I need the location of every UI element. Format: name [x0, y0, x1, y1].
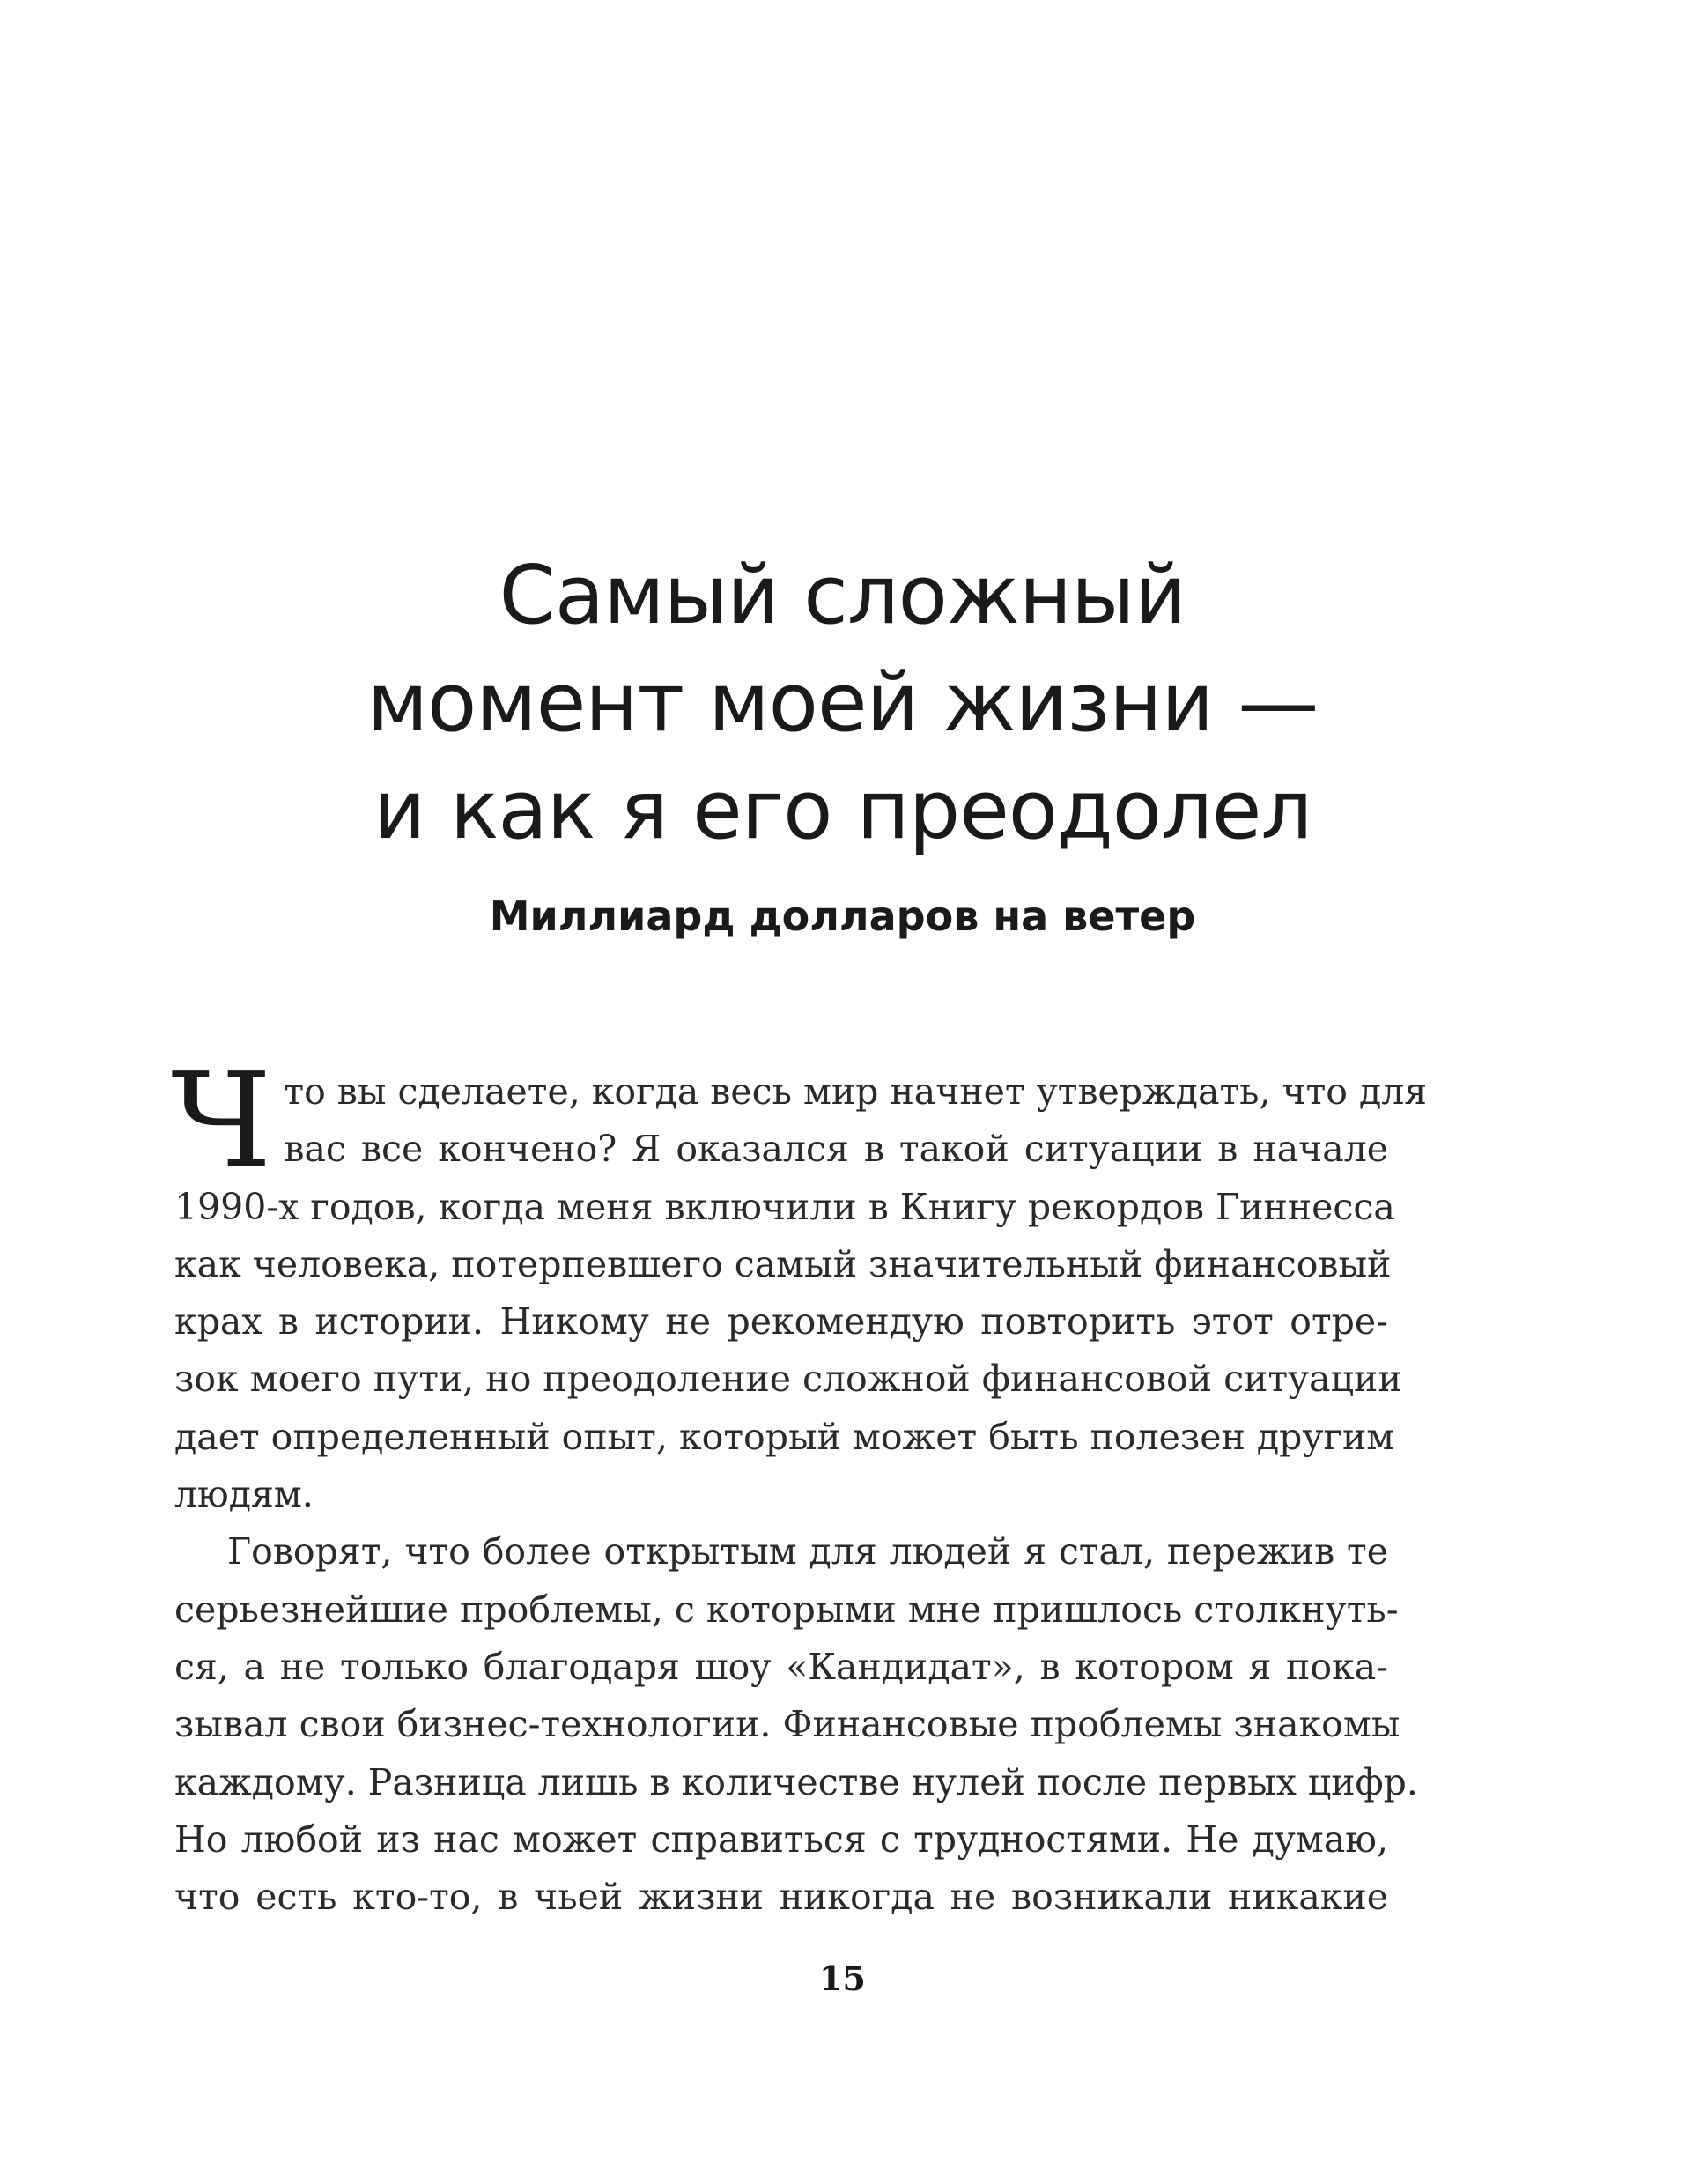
paragraph-line: Но любой из нас может справиться с трудностями. Не думаю,: [174, 1818, 1388, 1861]
paragraph-line: крах в истории. Никому не рекомендую повторить этот отре-: [174, 1300, 1388, 1344]
paragraph-line: зывал свои бизнес-технологии. Финансовые проблемы знакомы: [174, 1703, 1400, 1746]
chapter-title: [0, 542, 1685, 864]
paragraph-line: дает определенный опыт, который может быть полезен другим: [174, 1415, 1395, 1458]
paragraph-line: серьезнейшие проблемы, с которыми мне пришлось столкнуть-: [174, 1588, 1399, 1631]
paragraph-line: вас все кончено? Я оказался в такой ситуации в начале: [284, 1128, 1388, 1171]
page-number: 15: [819, 1958, 866, 1998]
paragraph-line: людям.: [174, 1473, 314, 1516]
paragraph-line: зок моего пути, но преодоление сложной финансовой ситуации: [174, 1358, 1402, 1401]
paragraph-line: как человека, потерпевшего самый значительный финансовый: [174, 1242, 1392, 1285]
chapter-subtitle: Миллиард долларов на ветер: [489, 892, 1196, 940]
chapter-title-line-2: момент моей жизни —: [366, 655, 1319, 750]
paragraph-line: то вы сделаете, когда весь мир начнет утверждать, что для: [284, 1070, 1428, 1113]
body-text: [171, 1045, 1428, 1926]
paragraph-2: [174, 1523, 1418, 1926]
drop-cap: Ч: [171, 1045, 272, 1196]
paragraph-line: каждому. Разница лишь в количестве нулей после первых цифр.: [174, 1760, 1418, 1803]
paragraph-line: Говорят, что более открытым для людей я стал, пережив те: [227, 1530, 1388, 1573]
paragraph-line: что есть кто-то, в чьей жизни никогда не возникали никакие: [174, 1876, 1388, 1919]
paragraph-line: ся, а не только благодаря шоу «Кандидат», в котором я пока-: [174, 1645, 1388, 1688]
chapter-title-line-1: Самый сложный: [499, 548, 1186, 642]
paragraph-line: 1990-х годов, когда меня включили в Книгу рекордов Гиннесса: [174, 1185, 1395, 1228]
paragraph-1: [171, 1045, 1428, 1523]
chapter-title-line-3: и как я его преодолел: [373, 763, 1312, 857]
